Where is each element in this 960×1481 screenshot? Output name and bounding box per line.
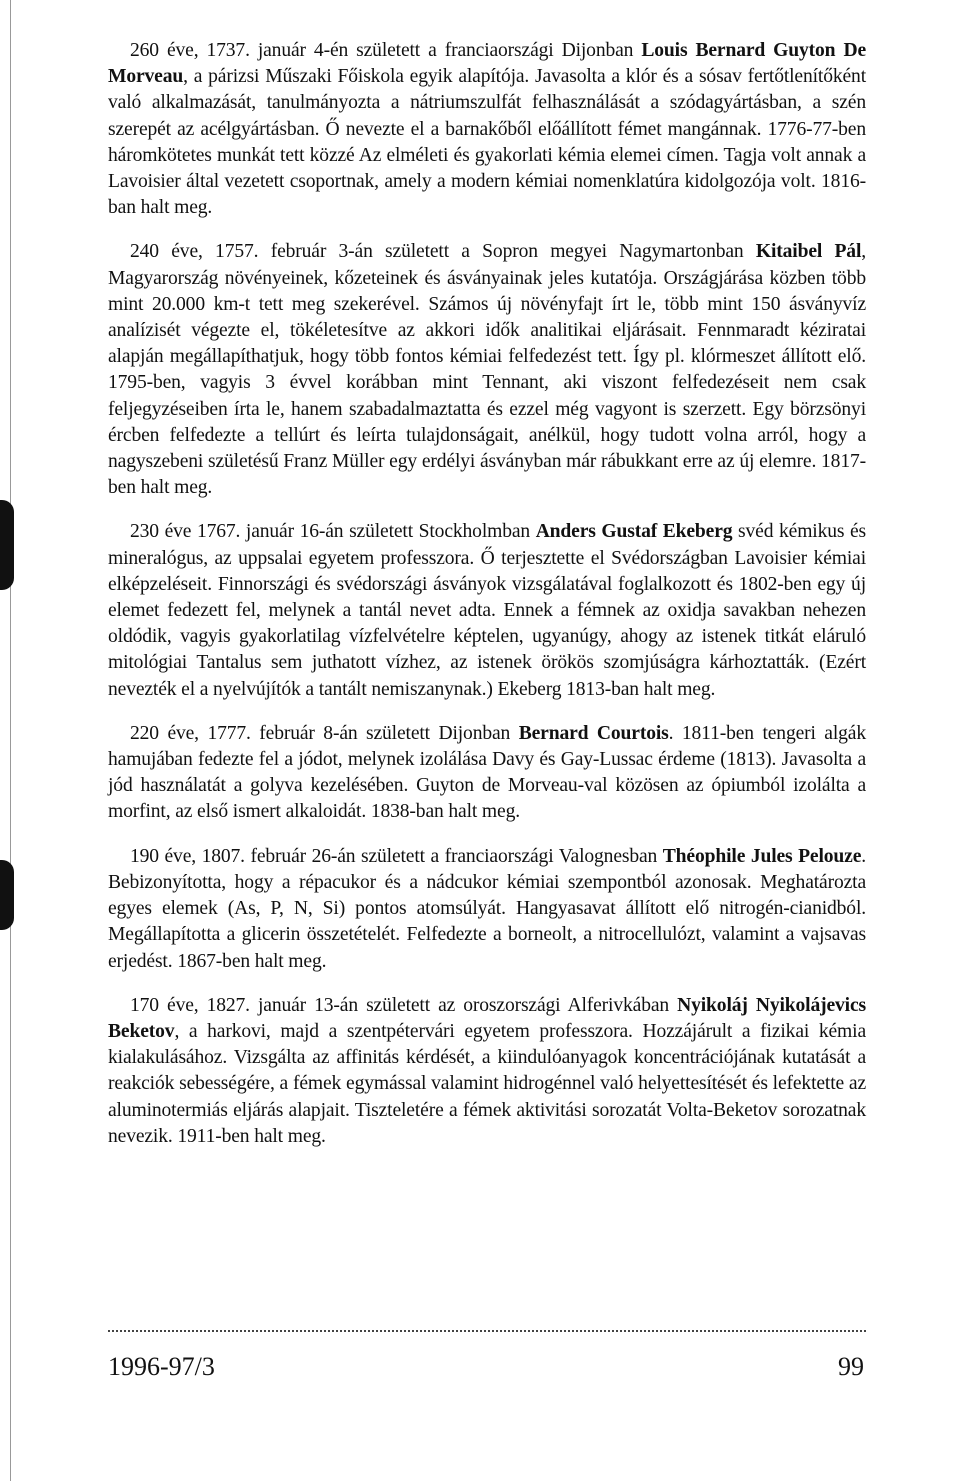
- page-body: [108, 38, 866, 1168]
- entry-body-text: . Bebizonyította, hogy a répacukor és a nádcukor kémiai szempontból azonosak. Meghatározta egyes elemek (As, P, N, Si) pontos atomsúlyát. Hangyasavat állított elő nitrogén-cianidból. Megállapította a glicerin összetételét. Felfedezte a borneolt, a nitrocellulózt, valamint a vajsavas erjedést. 1867-ben halt meg.: [108, 845, 867, 972]
- entry-date-text: 240 éve, 1757. február 3-án született a Sopron megyei Nagymartonban: [130, 241, 756, 263]
- entry-date-text: 230 éve 1767. január 16-án született Stockholmban: [130, 521, 536, 543]
- entry-date-text: 190 éve, 1807. február 26-án született a franciaországi Valognesban: [130, 845, 663, 867]
- entry-date-text: 170 éve, 1827. január 13-án született az oroszországi Alferivkában: [130, 994, 678, 1016]
- entry-date-text: 220 éve, 1777. február 8-án született Dijonban: [130, 722, 519, 744]
- entry-person-name: Nyikoláj Nyikolájevics Beketov: [108, 994, 866, 1042]
- entry-body-text: , a párizsi Műszaki Főiskola egyik alapítója. Javasolta a klór és a sósav fertőtlenítőként való alkalmazását, tanulmányozta a nátriumszulfát felhasználását a szódagyártásban, a szén szerepét az acélgyártásban. Ő nevezte el a barnakőből előállított fémet mangánnak. 1776-77-ben háromkötetes munkát tett közzé Az elméleti és gyakorlati kémia elemei címen. Tagja volt annak a Lavoisier által vezetett csoportnak, amely a modern kémiai nomenklatúra kidolgozója volt. 1816-ban halt meg.: [108, 66, 866, 219]
- entry-person-name: Anders Gustaf Ekeberg: [535, 521, 733, 543]
- binding-edge: [0, 0, 14, 1481]
- entry-paragraph: [108, 38, 866, 221]
- entry-body-text: , a harkovi, majd a szentpétervári egyetem professzora. Hozzájárult a fizikai kémia kialakulásához. Vizsgálta az affinitás kérdését, a kiindulóanyagok koncentrációjának kutatását a reakciók sebességére, a fémek egymással valamint hidrogénnel való helyettesítését és lefektette az aluminotermiás eljárás alapjait. Tiszteletére a fémek aktivitási sorozatát Volta-Beketov sorozatnak nevezik. 1911-ben halt meg.: [108, 1020, 866, 1147]
- entry-person-name: Louis Bernard Guyton De Morveau: [108, 40, 867, 88]
- entry-paragraph: [108, 519, 866, 702]
- entry-body-text: . 1811-ben tengeri algák hamujában fedezte fel a jódot, melynek izolálása Davy és Gay-Lussac érdeme (1813). Javasolta a jód használatát a golyva kezelésében. Guyton de Morveau-val közösen az ópiumból izolálta a morfint, az első ismert alkaloidát. 1838-ban halt meg.: [108, 722, 866, 823]
- entry-person-name: Kitaibel Pál: [755, 241, 862, 263]
- entry-paragraph: [108, 239, 866, 501]
- entry-person-name: Bernard Courtois: [518, 722, 669, 744]
- footer-page-number: 99: [838, 1352, 864, 1381]
- footer-divider: [108, 1330, 866, 1332]
- entry-paragraph: [108, 993, 866, 1150]
- entry-date-text: 260 éve, 1737. január 4-én született a franciaországi Dijonban: [130, 40, 642, 61]
- binding-hole: [0, 860, 14, 930]
- entry-body-text: svéd kémikus és mineralógus, az uppsalai egyetem professzora. Ő terjesztette el Svédországban Lavoisier kémiai elképzeléseit. Finnországi és svédországi ásványok vizsgálatával foglalkozott és 1802-ben egy új elemet fedezett fel, melynek a tantál nevet adta. Ennek a fémnek az oxidja savakban nehezen oldódik, vagyis gyakorlatilag vízfelvételre képtelen, ugyanúgy, ahogy az istenek titkát eláruló mitológiai Tantalus sem juthatott vízhez, az istenek örökös szomjúságra kárhoztatták. (Ezért nevezték el a nyelvújítók a tantált nemiszanynak.) Ekeberg 1813-ban halt meg.: [108, 521, 866, 700]
- entry-body-text: , Magyarország növényeinek, kőzeteinek és ásványainak jeles kutatója. Országjárása közben több mint 20.000 km-t tett meg szekerével. Számos új növényfajt írt le, több mint 150 ásványvíz analízisét végezte el, tökéletesítve az akkori idők analitikai eljárásait. Fennmaradt kéziratai alapján megállapíthatjuk, hogy több fontos kémiai felfedezést tett. Így pl. klórmeszet állított elő. 1795-ben, vagyis 3 évvel korábban mint Tennant, aki viszont felfedezéseit nem csak feljegyzéseiben írta le, hanem szabadalmaztatta és ezzel még vagyont is szerzett. Egy börzsönyi ércben felfedezte a tellúrt és leírta tulajdonságait, anélkül, hogy tudott volna arról, hogy a nagyszebeni születésű Franz Müller egy erdélyi ásványban már rábukkant erre az új elemre. 1817-ben halt meg.: [108, 241, 867, 499]
- binding-line: [10, 0, 11, 1481]
- entry-paragraph: [108, 721, 866, 826]
- footer-issue: 1996-97/3: [108, 1352, 215, 1381]
- binding-hole: [0, 500, 14, 590]
- entry-person-name: Théophile Jules Pelouze: [662, 845, 862, 867]
- entry-paragraph: [108, 844, 866, 975]
